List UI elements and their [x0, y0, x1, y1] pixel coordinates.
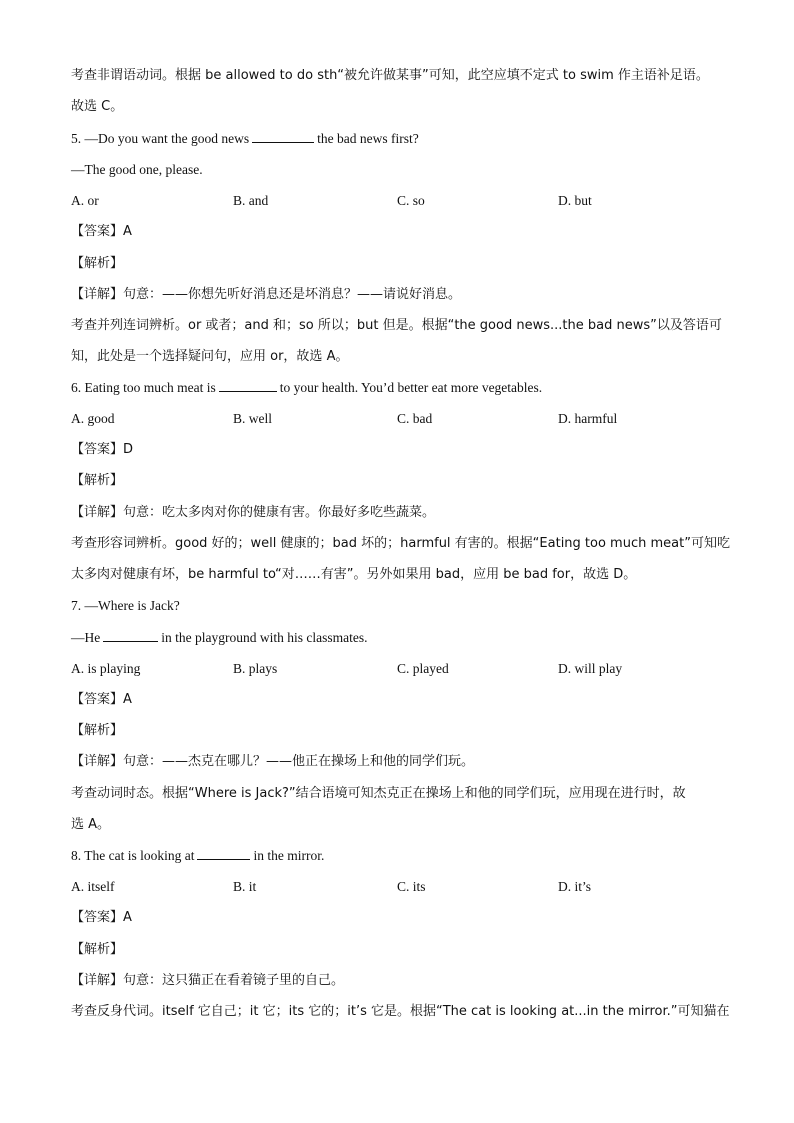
q6-stem-start: 6. Eating too much meat is [71, 380, 216, 395]
q6-option-c: C. bad [397, 411, 433, 426]
q8-explanation-1: 考查反身代词。itself 它自己；it 它；its 它的；it’s 它是。根据“The cat is looking at...in the mirror.”可知猫在 [71, 1004, 730, 1019]
q7-reply-start: —He [71, 630, 101, 645]
q8-stem [71, 846, 731, 866]
q8-answer: 【答案】A [71, 910, 132, 925]
q8-stem-end: in the mirror. [253, 848, 325, 863]
q6-option-a: A. good [71, 411, 115, 426]
q6-answer: 【答案】D [71, 442, 134, 457]
q6-explanation-1: 考查形容词辨析。good 好的；well 健康的；bad 坏的；harmful 有害的。根据“Eating too much meat”可知吃 [71, 536, 730, 551]
q8-option-b: B. it [233, 879, 257, 894]
q6-explanation-2: 太多肉对健康有坏，be harmful to“对……有害”。另外如果用 bad，应用 be bad for，故选 D。 [71, 567, 637, 582]
q7-blank [103, 628, 158, 642]
q5-stem-start: 5. —Do you want the good news [71, 131, 250, 146]
q6-detail: 【详解】句意：吃太多肉对你的健康有害。你最好多吃些蔬菜。 [71, 505, 436, 520]
q5-answer: 【答案】A [71, 224, 132, 239]
q8-option-a: A. itself [71, 879, 115, 894]
q5-stem [71, 129, 731, 149]
q5-explanation-1: 考查并列连词辨析。or 或者；and 和；so 所以；but 但是。根据“the good news...the bad news”以及答语可 [71, 318, 722, 333]
q7-option-c: C. played [397, 661, 449, 676]
q6-analysis-label: 【解析】 [71, 473, 124, 488]
q5-option-d: D. but [558, 193, 592, 208]
q7-analysis-label: 【解析】 [71, 723, 124, 738]
q8-blank [197, 846, 250, 860]
q6-option-b: B. well [233, 411, 272, 426]
q6-option-d: D. harmful [558, 411, 618, 426]
q8-option-c: C. its [397, 879, 426, 894]
q7-reply-end: in the playground with his classmates. [161, 630, 368, 645]
q5-analysis-label: 【解析】 [71, 256, 124, 271]
q7-option-b: B. plays [233, 661, 278, 676]
q7-explanation-1: 考查动词时态。根据“Where is Jack?”结合语境可知杰克正在操场上和他的同学们玩，应用现在进行时，故 [71, 786, 686, 801]
intro-line-2: 故选 C。 [71, 99, 124, 114]
q5-option-b: B. and [233, 193, 269, 208]
q5-blank [252, 129, 314, 143]
q5-reply: —The good one, please. [71, 162, 203, 177]
q7-option-d: D. will play [558, 661, 623, 676]
q8-analysis-label: 【解析】 [71, 942, 124, 957]
q5-option-a: A. or [71, 193, 99, 208]
q8-detail: 【详解】句意：这只猫正在看着镜子里的自己。 [71, 973, 345, 988]
q5-detail: 【详解】句意：——你想先听好消息还是坏消息？——请说好消息。 [71, 287, 462, 302]
q6-stem [71, 378, 731, 398]
intro-line-1: 考查非谓语动词。根据 be allowed to do sth“被允许做某事”可知，此空应填不定式 to swim 作主语补足语。 [71, 68, 709, 83]
q5-stem-end: the bad news first? [317, 131, 419, 146]
q6-stem-end: to your health. You’d better eat more vegetables. [279, 380, 543, 395]
q5-option-c: C. so [397, 193, 425, 208]
q5-explanation-2: 知，此处是一个选择疑问句，应用 or，故选 A。 [71, 349, 349, 364]
q7-option-a: A. is playing [71, 661, 141, 676]
q7-reply [71, 628, 731, 648]
q7-explanation-2: 选 A。 [71, 817, 111, 832]
q7-stem: 7. —Where is Jack? [71, 598, 180, 613]
q8-option-d: D. it’s [558, 879, 592, 894]
q6-blank [219, 378, 277, 392]
q7-detail: 【详解】句意：——杰克在哪儿？——他正在操场上和他的同学们玩。 [71, 754, 475, 769]
q8-stem-start: 8. The cat is looking at [71, 848, 195, 863]
q7-answer: 【答案】A [71, 692, 132, 707]
